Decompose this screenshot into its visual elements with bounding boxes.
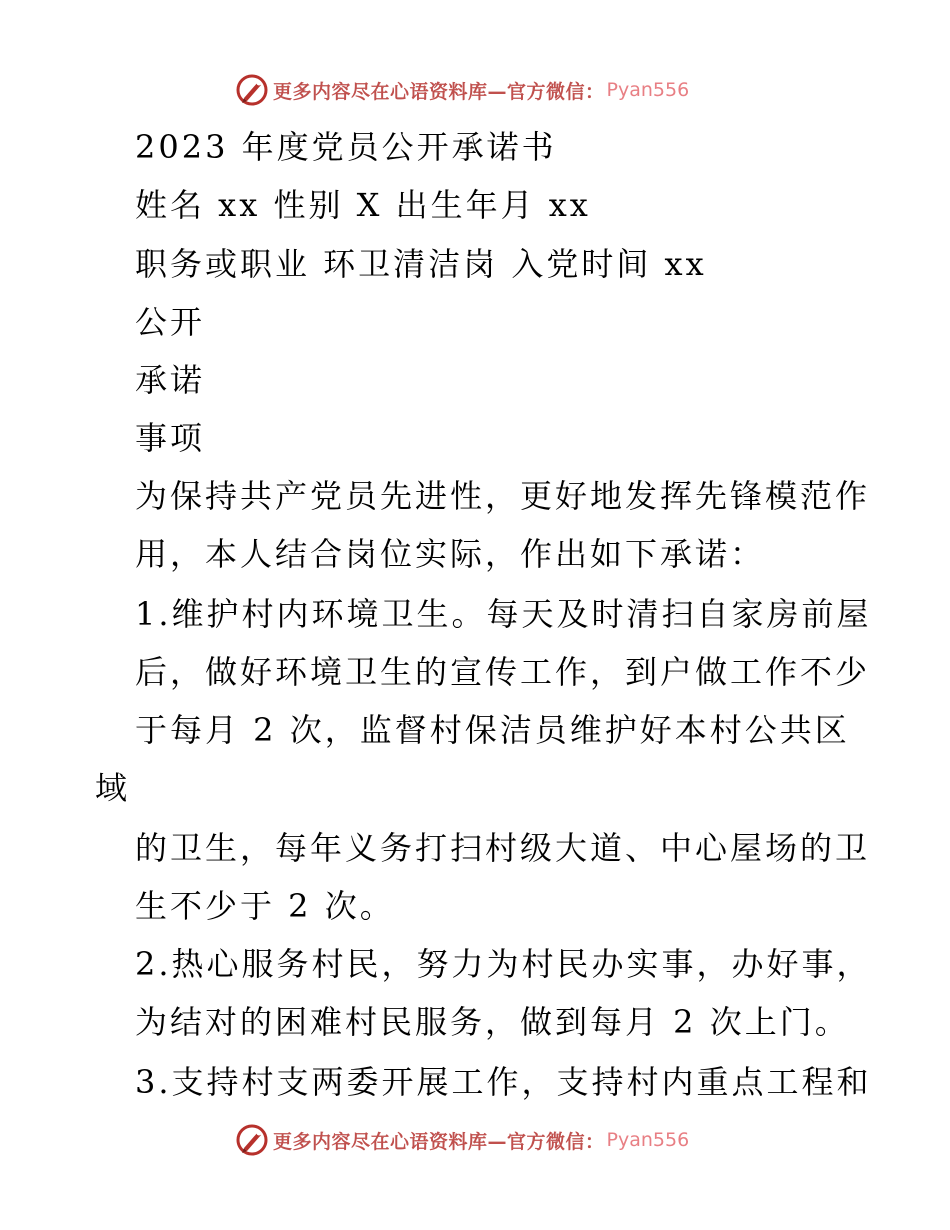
body-text-line: 生不少于 2 次。 xyxy=(135,887,395,925)
watermark-footer xyxy=(235,1123,689,1157)
watermark-header xyxy=(235,73,689,107)
section-label-line: 承诺 xyxy=(135,361,206,399)
pen-seal-logo-icon xyxy=(235,1123,269,1157)
watermark-text: 更多内容尽在心语资料库—官方微信： xyxy=(273,80,605,103)
body-text-line: 域 xyxy=(95,769,131,807)
body-text-line: 为结对的困难村民服务，做到每月 2 次上门。 xyxy=(135,1003,850,1041)
section-label-line: 事项 xyxy=(135,419,206,457)
body-text-line: 用，本人结合岗位实际，作出如下承诺： xyxy=(135,535,766,573)
body-text-line: 2.热心服务村民，努力为村民办实事，办好事， xyxy=(135,945,872,983)
body-text-line: 1.维护村内环境卫生。每天及时清扫自家房前屋 xyxy=(135,595,872,633)
job-info-line: 职务或职业 环卫清洁岗 入党时间 xx xyxy=(135,245,707,283)
body-text-line: 3.支持村支两委开展工作，支持村内重点工程和 xyxy=(135,1063,872,1101)
pen-seal-logo-icon xyxy=(235,73,269,107)
watermark-wechat-id: Pyan556 xyxy=(606,79,690,101)
watermark-wechat-id: Pyan556 xyxy=(606,1129,690,1151)
document-title: 2023 年度党员公开承诺书 xyxy=(135,128,557,166)
watermark-text: 更多内容尽在心语资料库—官方微信： xyxy=(273,1130,605,1153)
body-text-line: 于每月 2 次，监督村保洁员维护好本村公共区 xyxy=(135,711,850,749)
body-text-line: 为保持共产党员先进性，更好地发挥先锋模范作 xyxy=(135,477,871,515)
body-text-line: 后，做好环境卫生的宣传工作，到户做工作不少 xyxy=(135,653,871,691)
personal-info-line: 姓名 xx 性别 X 出生年月 xx xyxy=(135,186,591,224)
body-text-line: 的卫生，每年义务打扫村级大道、中心屋场的卫 xyxy=(135,829,871,867)
section-label-line: 公开 xyxy=(135,303,206,341)
